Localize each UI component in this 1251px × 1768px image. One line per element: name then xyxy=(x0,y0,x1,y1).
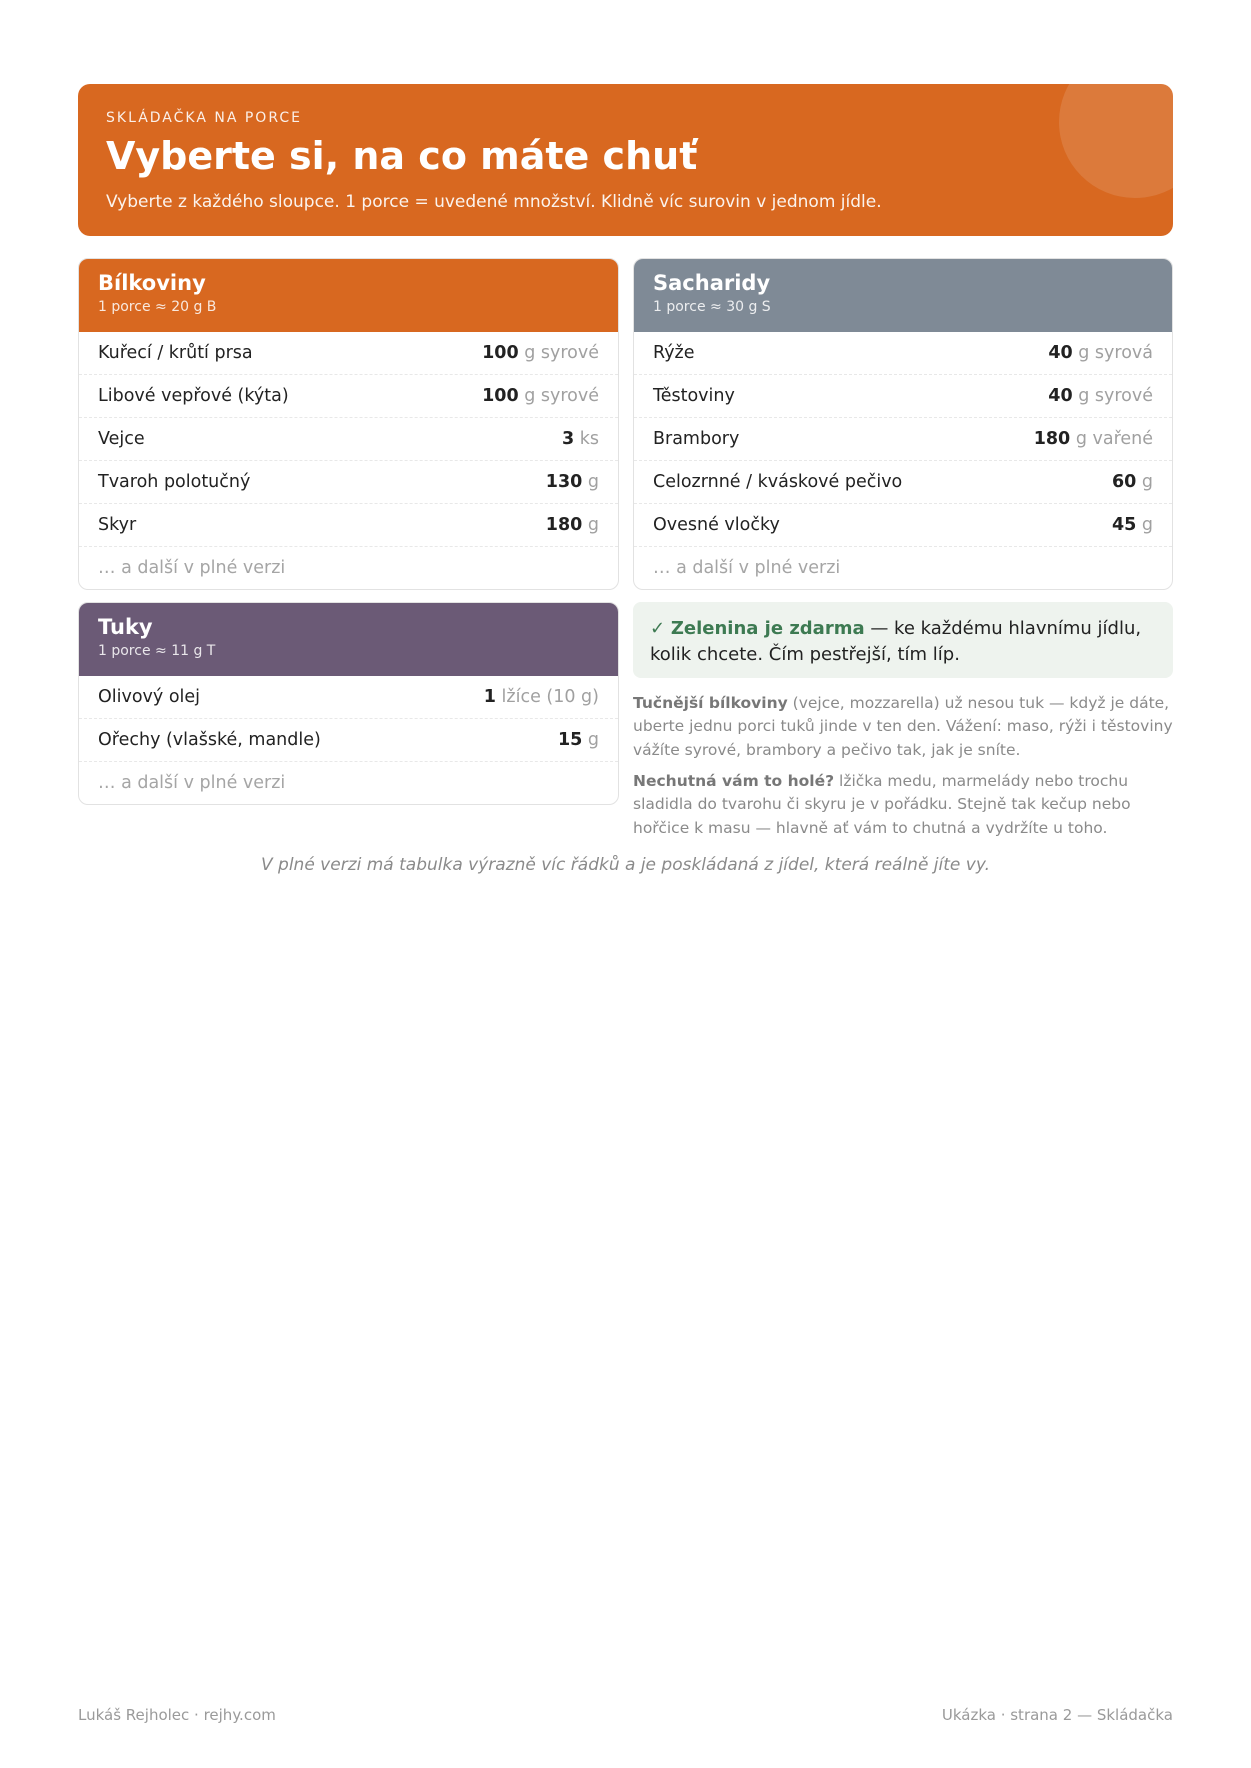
food-amount-value: 100 xyxy=(482,386,519,406)
more-items-note: … a další v plné verzi xyxy=(653,558,841,578)
fats-card xyxy=(78,602,619,805)
food-row xyxy=(634,461,1172,504)
protein-card xyxy=(78,258,619,590)
food-name: Libové vepřové (kýta) xyxy=(98,386,289,406)
food-amount-value: 45 xyxy=(1111,515,1137,535)
food-amount xyxy=(482,386,599,406)
note-heading: Tučnější bílkoviny xyxy=(633,694,788,712)
hero-banner xyxy=(78,84,1173,236)
food-amount xyxy=(1112,472,1153,492)
food-row xyxy=(79,461,618,504)
vegetables-emphasis: Zelenina je zdarma xyxy=(670,618,865,639)
fats-card-subtitle: 1 porce ≈ 11 g T xyxy=(98,643,216,659)
food-amount-unit: g xyxy=(587,515,599,535)
fatty-protein-note xyxy=(633,692,1173,762)
food-name: Tvaroh polotučný xyxy=(98,472,251,492)
food-name: Ovesné vločky xyxy=(653,515,780,535)
footer-author: Lukáš Rejholec · rejhy.com xyxy=(78,1706,276,1724)
food-amount xyxy=(482,343,599,363)
food-row xyxy=(79,332,618,375)
food-amount-value: 60 xyxy=(1111,472,1137,492)
food-name: Skyr xyxy=(98,515,137,535)
check-icon: ✓ xyxy=(650,618,666,639)
food-amount-value: 40 xyxy=(1048,343,1073,363)
food-amount xyxy=(558,730,599,750)
food-amount-unit: g syrová xyxy=(1078,343,1153,363)
food-amount-value: 3 xyxy=(561,429,575,449)
sweetener-note xyxy=(633,770,1173,840)
food-amount-unit: g xyxy=(1141,515,1153,535)
food-row xyxy=(79,676,618,719)
carbs-card-title: Sacharidy xyxy=(653,271,771,295)
food-amount-unit: g syrové xyxy=(524,386,599,406)
hero-kicker: SKLÁDAČKA NA PORCE xyxy=(106,110,302,126)
full-version-footnote: V plné verzi má tabulka výrazně víc řádků a je poskládaná z jídel, která reálně jíte vy. xyxy=(261,855,990,875)
food-amount-value: 180 xyxy=(545,515,583,535)
food-row xyxy=(79,418,618,461)
food-name: Olivový olej xyxy=(98,687,201,707)
protein-card-header xyxy=(79,259,618,332)
food-amount-unit: g syrové xyxy=(1078,386,1153,406)
food-name: Těstoviny xyxy=(653,386,735,406)
protein-card-subtitle: 1 porce ≈ 20 g B xyxy=(98,299,217,315)
food-amount-unit: ks xyxy=(579,429,599,449)
food-amount xyxy=(1048,386,1153,406)
food-amount-unit: g xyxy=(587,472,599,492)
food-name: Celozrnné / kváskové pečivo xyxy=(653,472,903,492)
carbs-card-subtitle: 1 porce ≈ 30 g S xyxy=(653,299,771,315)
food-amount-value: 15 xyxy=(557,730,583,750)
fats-card-title: Tuky xyxy=(98,615,153,639)
food-amount-value: 1 xyxy=(483,687,496,707)
food-row xyxy=(634,504,1172,547)
footer-page-info: Ukázka · strana 2 — Skládačka xyxy=(941,1706,1173,1724)
food-amount-value: 130 xyxy=(545,472,583,492)
carbs-card-header xyxy=(634,259,1172,332)
note-text: lžička medu, marmelády nebo trochu sladidla do tvarohu či skyru je v pořádku. Stejně tak kečup nebo hořčice k masu — hlavně ať vám to chutná a vydržíte u toho. xyxy=(633,772,1131,837)
protein-card-title: Bílkoviny xyxy=(98,271,206,295)
food-name: Rýže xyxy=(653,343,695,363)
food-row xyxy=(79,719,618,762)
hero-subtitle: Vyberte z každého sloupce. 1 porce = uvedené množství. Klidně víc surovin v jednom jídle. xyxy=(106,191,882,212)
food-amount xyxy=(1112,515,1153,535)
carbs-card xyxy=(633,258,1173,590)
food-amount-unit: g syrové xyxy=(524,343,599,363)
food-amount xyxy=(1034,429,1153,449)
food-amount-unit: g xyxy=(1141,472,1153,492)
food-row xyxy=(634,332,1172,375)
food-amount xyxy=(484,687,599,707)
more-items-note: … a další v plné verzi xyxy=(98,558,286,578)
food-amount-value: 100 xyxy=(482,343,519,363)
food-row xyxy=(634,375,1172,418)
page-title: Vyberte si, na co máte chuť xyxy=(106,134,698,178)
food-row xyxy=(79,504,618,547)
vegetables-text: — ke každému hlavnímu jídlu, kolik chcete. Čím pestřejší, tím líp. xyxy=(650,618,1142,666)
note-text: (vejce, mozzarella) už nesou tuk — když je dáte, uberte jednu porci tuků jinde v ten den. Vážení: maso, rýži i těstoviny vážíte syrové, brambory a pečivo tak, jak je sníte. xyxy=(633,694,1173,759)
decorative-circle xyxy=(1059,84,1173,198)
food-amount-value: 180 xyxy=(1033,429,1071,449)
food-amount xyxy=(546,515,599,535)
food-amount xyxy=(562,429,599,449)
food-name: Kuřecí / krůtí prsa xyxy=(98,343,253,363)
food-name: Ořechy (vlašské, mandle) xyxy=(98,730,321,750)
food-row xyxy=(634,418,1172,461)
food-amount-value: 40 xyxy=(1048,386,1073,406)
vegetables-callout xyxy=(633,602,1173,678)
food-name: Vejce xyxy=(98,429,145,449)
food-amount xyxy=(546,472,599,492)
food-amount-unit: g vařené xyxy=(1075,429,1153,449)
more-items-note: … a další v plné verzi xyxy=(98,773,286,793)
food-amount-unit: g xyxy=(587,730,599,750)
food-amount-unit: lžíce (10 g) xyxy=(501,687,599,707)
food-amount xyxy=(1048,343,1153,363)
food-name: Brambory xyxy=(653,429,740,449)
food-row xyxy=(79,375,618,418)
note-heading: Nechutná vám to holé? xyxy=(633,772,835,790)
fats-card-header xyxy=(79,603,618,676)
